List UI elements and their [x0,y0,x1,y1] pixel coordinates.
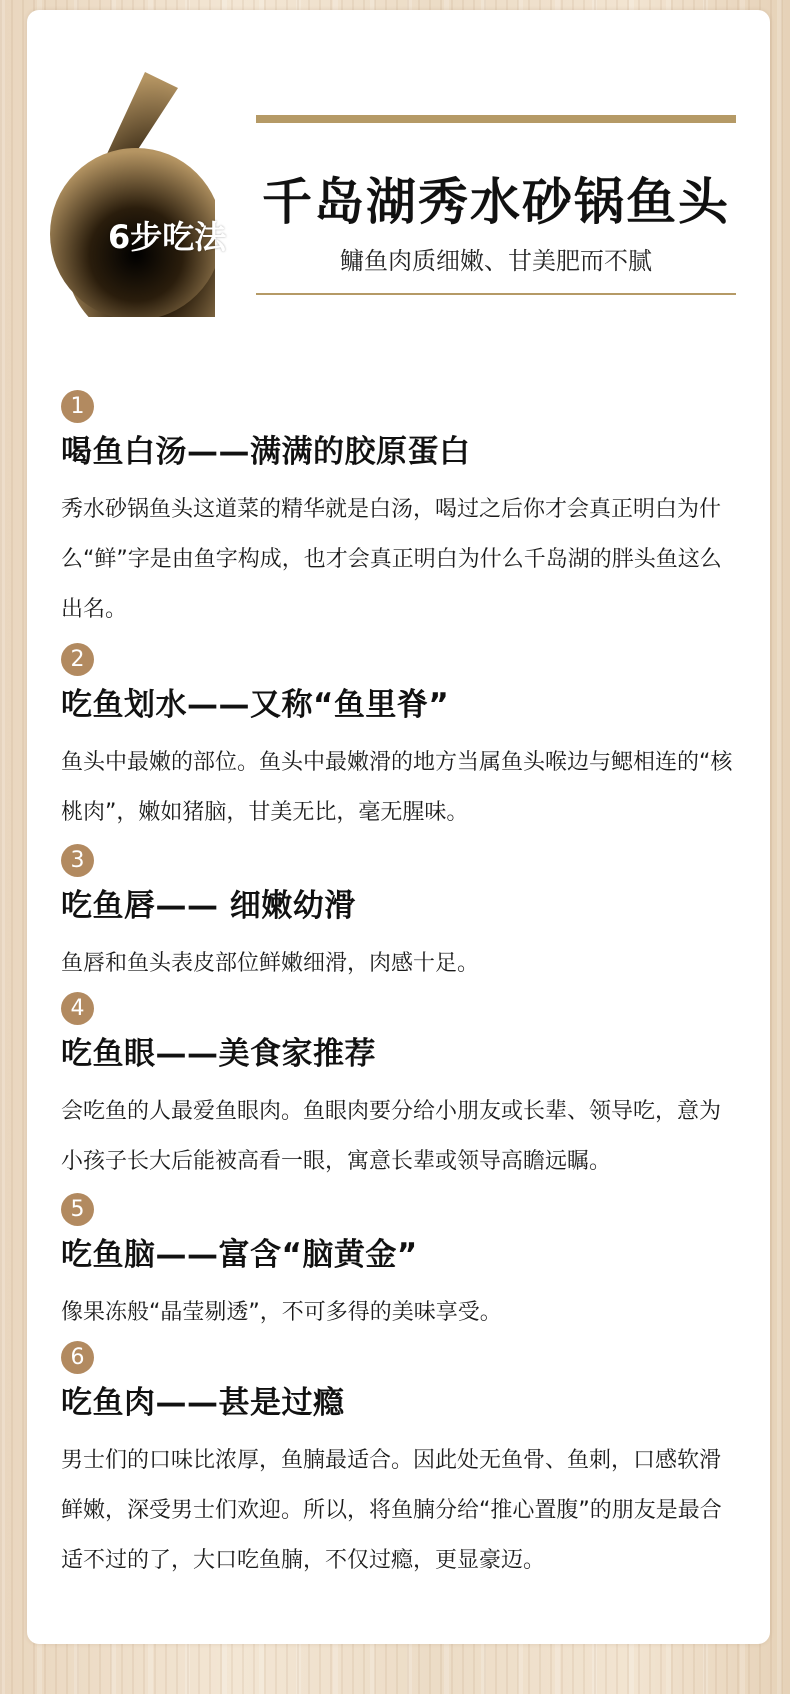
step-description: 会吃鱼的人最爱鱼眼肉。鱼眼肉要分给小朋友或长辈、领导吃，意为小孩子长大后能被高看一眼，寓意长辈或领导高瞻远瞩。 [61,1099,722,1174]
step-section-6 [61,1341,737,1586]
step-number-badge: 2 [61,643,94,676]
step-number-badge: 5 [61,1193,94,1226]
header-divider-bottom [256,293,736,295]
step-description: 鱼头中最嫩的部位。鱼头中最嫩滑的地方当属鱼头喉边与鳃相连的“核桃肉”，嫩如猪脑，甘美无比，毫无腥味。 [61,750,733,825]
step-description: 男士们的口味比浓厚，鱼腩最适合。因此处无鱼骨、鱼刺，口感软滑鲜嫩，深受男士们欢迎。所以，将鱼腩分给“推心置腹”的朋友是最合适不过的了，大口吃鱼腩，不仅过瘾，更显豪迈。 [61,1448,722,1573]
step-number-badge: 6 [61,1341,94,1374]
step-title: 吃鱼肉——甚是过瘾 [61,1385,345,1421]
step-title: 喝鱼白汤——满满的胶原蛋白 [61,434,471,470]
six-steps-badge-text: 6步吃法 [108,218,227,256]
step-title: 吃鱼眼——美食家推荐 [61,1036,376,1072]
step-number-badge: 4 [61,992,94,1025]
header-divider-top [256,115,736,123]
step-section-4 [61,992,737,1187]
step-title: 吃鱼划水——又称“鱼里脊” [61,687,450,723]
step-description: 像果冻般“晶莹剔透”，不可多得的美味享受。 [61,1300,502,1325]
step-number-badge: 3 [61,844,94,877]
step-section-3 [61,844,737,989]
big-number-six-graphic [50,72,215,317]
step-section-5 [61,1193,737,1338]
step-title: 吃鱼唇—— 细嫩幼滑 [61,888,356,924]
step-section-2 [61,643,737,838]
step-section-1 [61,390,737,635]
page-title: 千岛湖秀水砂锅鱼头 [262,173,730,231]
page-subtitle: 鳙鱼肉质细嫩、甘美肥而不腻 [340,247,652,275]
step-description: 秀水砂锅鱼头这道菜的精华就是白汤，喝过之后你才会真正明白为什么“鲜”字是由鱼字构成，也才会真正明白为什么千岛湖的胖头鱼这么出名。 [61,497,722,622]
step-description: 鱼唇和鱼头表皮部位鲜嫩细滑，肉感十足。 [61,951,480,976]
step-number-badge: 1 [61,390,94,423]
step-title: 吃鱼脑——富含“脑黄金” [61,1237,418,1273]
